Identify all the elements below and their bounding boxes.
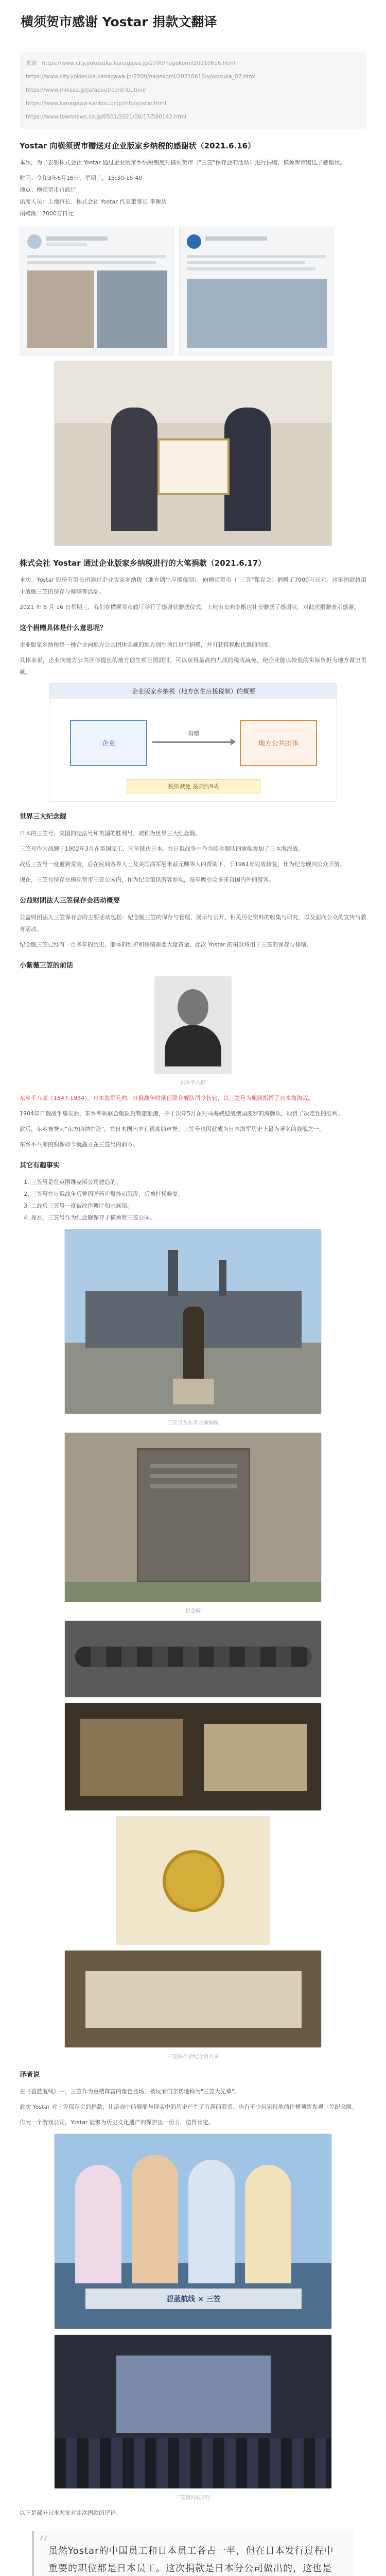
fact-list xyxy=(20,1176,366,1224)
diagram-title: 企业版家乡纳税（地方创生应援税制）的概要 xyxy=(131,688,255,695)
paragraph: 现在，三笠号保存在横须贺市三笠公园内，作为纪念馆供游客参观，每年吸引众多来自国内外的游客。 xyxy=(20,876,274,883)
monument-photo xyxy=(64,1432,322,1602)
paragraph: 此后，东乡被誉为"东方的纳尔逊"，在日本国内享有很高的声誉。三笠号也因此成为日本海军历史上最为著名的战舰之一。 xyxy=(20,1126,325,1132)
paragraph: 以下是部分日本网友对此次捐款的评论： xyxy=(20,2510,121,2516)
avatar xyxy=(27,234,42,249)
highlight-text: 东乡平八郎（1847-1934），日本海军元帅，日俄战争时期任联合舰队司令长官，以三笠号为旗舰指挥了日本海海战。 xyxy=(20,1095,314,1101)
photo-caption: 纪念碑 xyxy=(185,1608,201,1614)
source-link[interactable]: https://www.city.yokosuka.kanagawa.jp/2700/nagekomi/20210616/yokosuka_07.html xyxy=(26,74,256,80)
tweet-screenshot[interactable] xyxy=(20,227,174,355)
museum-photo xyxy=(64,1703,322,1811)
meta-line: 捐赠额：7000万日元 xyxy=(20,210,74,217)
paragraph: 此次 Yostar 对三笠保存会的捐款，让游戏中的舰船与现实中的历史产生了有趣的联系。也有不少玩家特地前往横须贺参观三笠纪念舰。 xyxy=(20,2104,358,2110)
paragraph: 本次，为了表彰株式会社 Yostar 通过企业版家乡纳税制度对横须贺市（"三笠"保存会的活动）进行捐赠，横须贺市赠送了感谢状。 xyxy=(20,159,346,166)
paragraph: 具体来说，企业向地方公共团体提出的地方创生项目捐款时，可以获得最高约九成的税收减免，使企业能以较低的实际负担为地方做出贡献。 xyxy=(20,657,366,675)
diagram-left-box: 企业 xyxy=(101,740,115,748)
list-item: 4. 现在，三笠号作为纪念舰保存于横须贺三笠公园。 xyxy=(31,1212,366,1224)
section-heading: Yostar 向横须贺市赠送对企业版家乡纳税的感谢状（2021.6.16） xyxy=(20,141,256,150)
paragraph: 在《碧蓝航线》中，三笠作为重樱阵营的角色登场，被玩家们亲切地称为"三笠大先辈"。 xyxy=(20,2088,240,2095)
ship-statue-photo xyxy=(64,1229,322,1414)
game-poster xyxy=(54,2133,332,2329)
paragraph: 1904年日俄战争爆发后，东乡率领联合舰队封锁旅顺港，并于次年5月在对马海峡迎战俄国波罗的海舰队，取得了决定性的胜利。 xyxy=(20,1110,343,1117)
paragraph: 公益财团法人三笠保存会的主要活动包括：纪念舰三笠的保存与管理、展示与公开、相关历史资料的收集与研究，以及面向公众的宣传与教育活动。 xyxy=(20,914,366,933)
source-link[interactable]: 来源：https://www.city.yokosuka.kanagawa.jp/2700/nagekomi/20210616.html xyxy=(26,60,235,66)
article-header xyxy=(0,0,386,47)
paragraph: 东乡平八郎的铜像如今就矗立在三笠号的前方。 xyxy=(20,1141,138,1148)
display-photo xyxy=(64,1950,322,2048)
meta-line: 地点：横须贺市市政厅 xyxy=(20,187,76,193)
paragraph: 三笠号作为战舰于1902年3月在英国完工，同年抵达日本。在日俄战争中作为联合舰队的旗舰参加了日本海海战。 xyxy=(20,845,304,852)
quote-text: 虽然Yostar的中国员工和日本员工各占一半，但在日本发行过程中重要的职位都是日本员工。这次捐款是日本分公司做出的，这也是 xyxy=(48,2546,334,2574)
diagram-arrow-label: 捐赠 xyxy=(188,730,199,737)
section-heading: 公益财团法人三笠保存会活动概要 xyxy=(20,897,120,905)
page-title: 横须贺市感谢 Yostar 捐款文翻译 xyxy=(21,14,217,29)
emblem-photo xyxy=(116,1816,270,1945)
section-heading: 小紫薇三笠的前话 xyxy=(20,962,74,970)
portrait-caption: 东乡平八郎 xyxy=(180,1080,206,1086)
tweet-screenshot[interactable] xyxy=(179,227,334,355)
avatar xyxy=(187,234,201,249)
source-link[interactable]: https://www.townnews.co.jp/0501/2021/06/17/580142.html xyxy=(26,114,187,120)
section-heading: 译者说 xyxy=(20,2071,40,2079)
poster-text: 碧蓝航线 × 三笠 xyxy=(166,2295,221,2303)
tax-diagram xyxy=(49,683,337,802)
article-body xyxy=(0,52,386,2576)
chain-photo xyxy=(64,1620,322,1698)
photo-caption: 三笠号及东乡元帅铜像 xyxy=(167,1420,219,1426)
photo-caption: 三笠舰内展示厅 xyxy=(175,2495,211,2501)
photo-caption: 三笠保存会纪念馆内景 xyxy=(167,2054,219,2060)
section-heading: 其它有趣事实 xyxy=(20,1162,60,1170)
paragraph: 本次，Yostar 股份有限公司通过企业版家乡纳税（地方创生应援税制），向横须贺市（"三笠"保存会）捐赠了7000万日元。这笔捐款将用于战舰三笠的保存与修缮等活动。 xyxy=(20,577,366,595)
paragraph: 企业版家乡纳税是一种企业向地方公共团体实施的地方创生项目进行捐赠，并可获得税收优惠的制度。 xyxy=(20,641,274,648)
section-heading: 株式会社 Yostar 通过企业版家乡纳税进行的大笔捐款（2021.6.17） xyxy=(20,558,266,568)
paragraph: 日本的三笠号，美国的宪法号和英国的胜利号，被称为世界三大纪念舰。 xyxy=(20,830,201,837)
tweet-images xyxy=(20,227,366,355)
list-item: 1. 三笠号是在英国维克斯公司建造的。 xyxy=(31,1176,366,1188)
meta-line: 时间：令和3年6月16日，星期三，15:30-15:40 xyxy=(20,175,143,181)
paragraph: 作为一个游戏公司，Yostar 能够为历史文化遗产的保护出一份力，值得肯定。 xyxy=(20,2119,214,2126)
diagram-right-box: 地方公共团体 xyxy=(258,740,299,748)
diagram-note: 税额减免 最高约9成 xyxy=(168,783,219,790)
paragraph: 战后三笠号一度遭到荒废，后在民间各界人士及美国海军尼米兹元帅等人的帮助下，于1961年完成修复，作为纪念舰向公众开放。 xyxy=(20,861,345,868)
paragraph xyxy=(20,1092,366,1104)
portrait-photo xyxy=(154,976,232,1074)
list-item: 3. 二战后三笠号一度被改作舞厅和水族馆。 xyxy=(31,1200,366,1212)
source-link[interactable]: https://www.kanagawa-kankou.or.jp/info/yostar.html xyxy=(26,100,166,107)
source-link[interactable]: https://www.mikasa.jp/ja/about/contribution/ xyxy=(26,87,146,93)
quote-mark-icon: “ xyxy=(38,2532,49,2556)
paragraph: 纪念舰三笠已经有一百多年的历史，船体的维护和修缮需要大量资金。此次 Yostar 的捐款将用于三笠的保存与修缮。 xyxy=(20,941,312,948)
section-heading: 这个捐赠具体是什么意思呢？ xyxy=(20,624,107,632)
list-item: 2. 三笠号在日俄战争后曾因弹药库爆炸而沉没，后被打捞修复。 xyxy=(31,1188,366,1200)
section-heading: 世界三大纪念舰 xyxy=(20,813,67,821)
paragraph: 2021 年 6 月 16 日星期三，我们在横须贺市政厅举行了感谢状赠送仪式，上地市长向李衡达社长赠送了感谢状，对此次捐赠表示感谢。 xyxy=(20,604,360,611)
pull-quote xyxy=(32,2531,354,2576)
meta-line: 出席人员：上地市长、株式会社 Yostar 代表董事长 李衡达 xyxy=(20,198,167,205)
source-list xyxy=(20,52,366,129)
hall-photo xyxy=(54,2334,332,2489)
ceremony-photo xyxy=(54,361,332,546)
